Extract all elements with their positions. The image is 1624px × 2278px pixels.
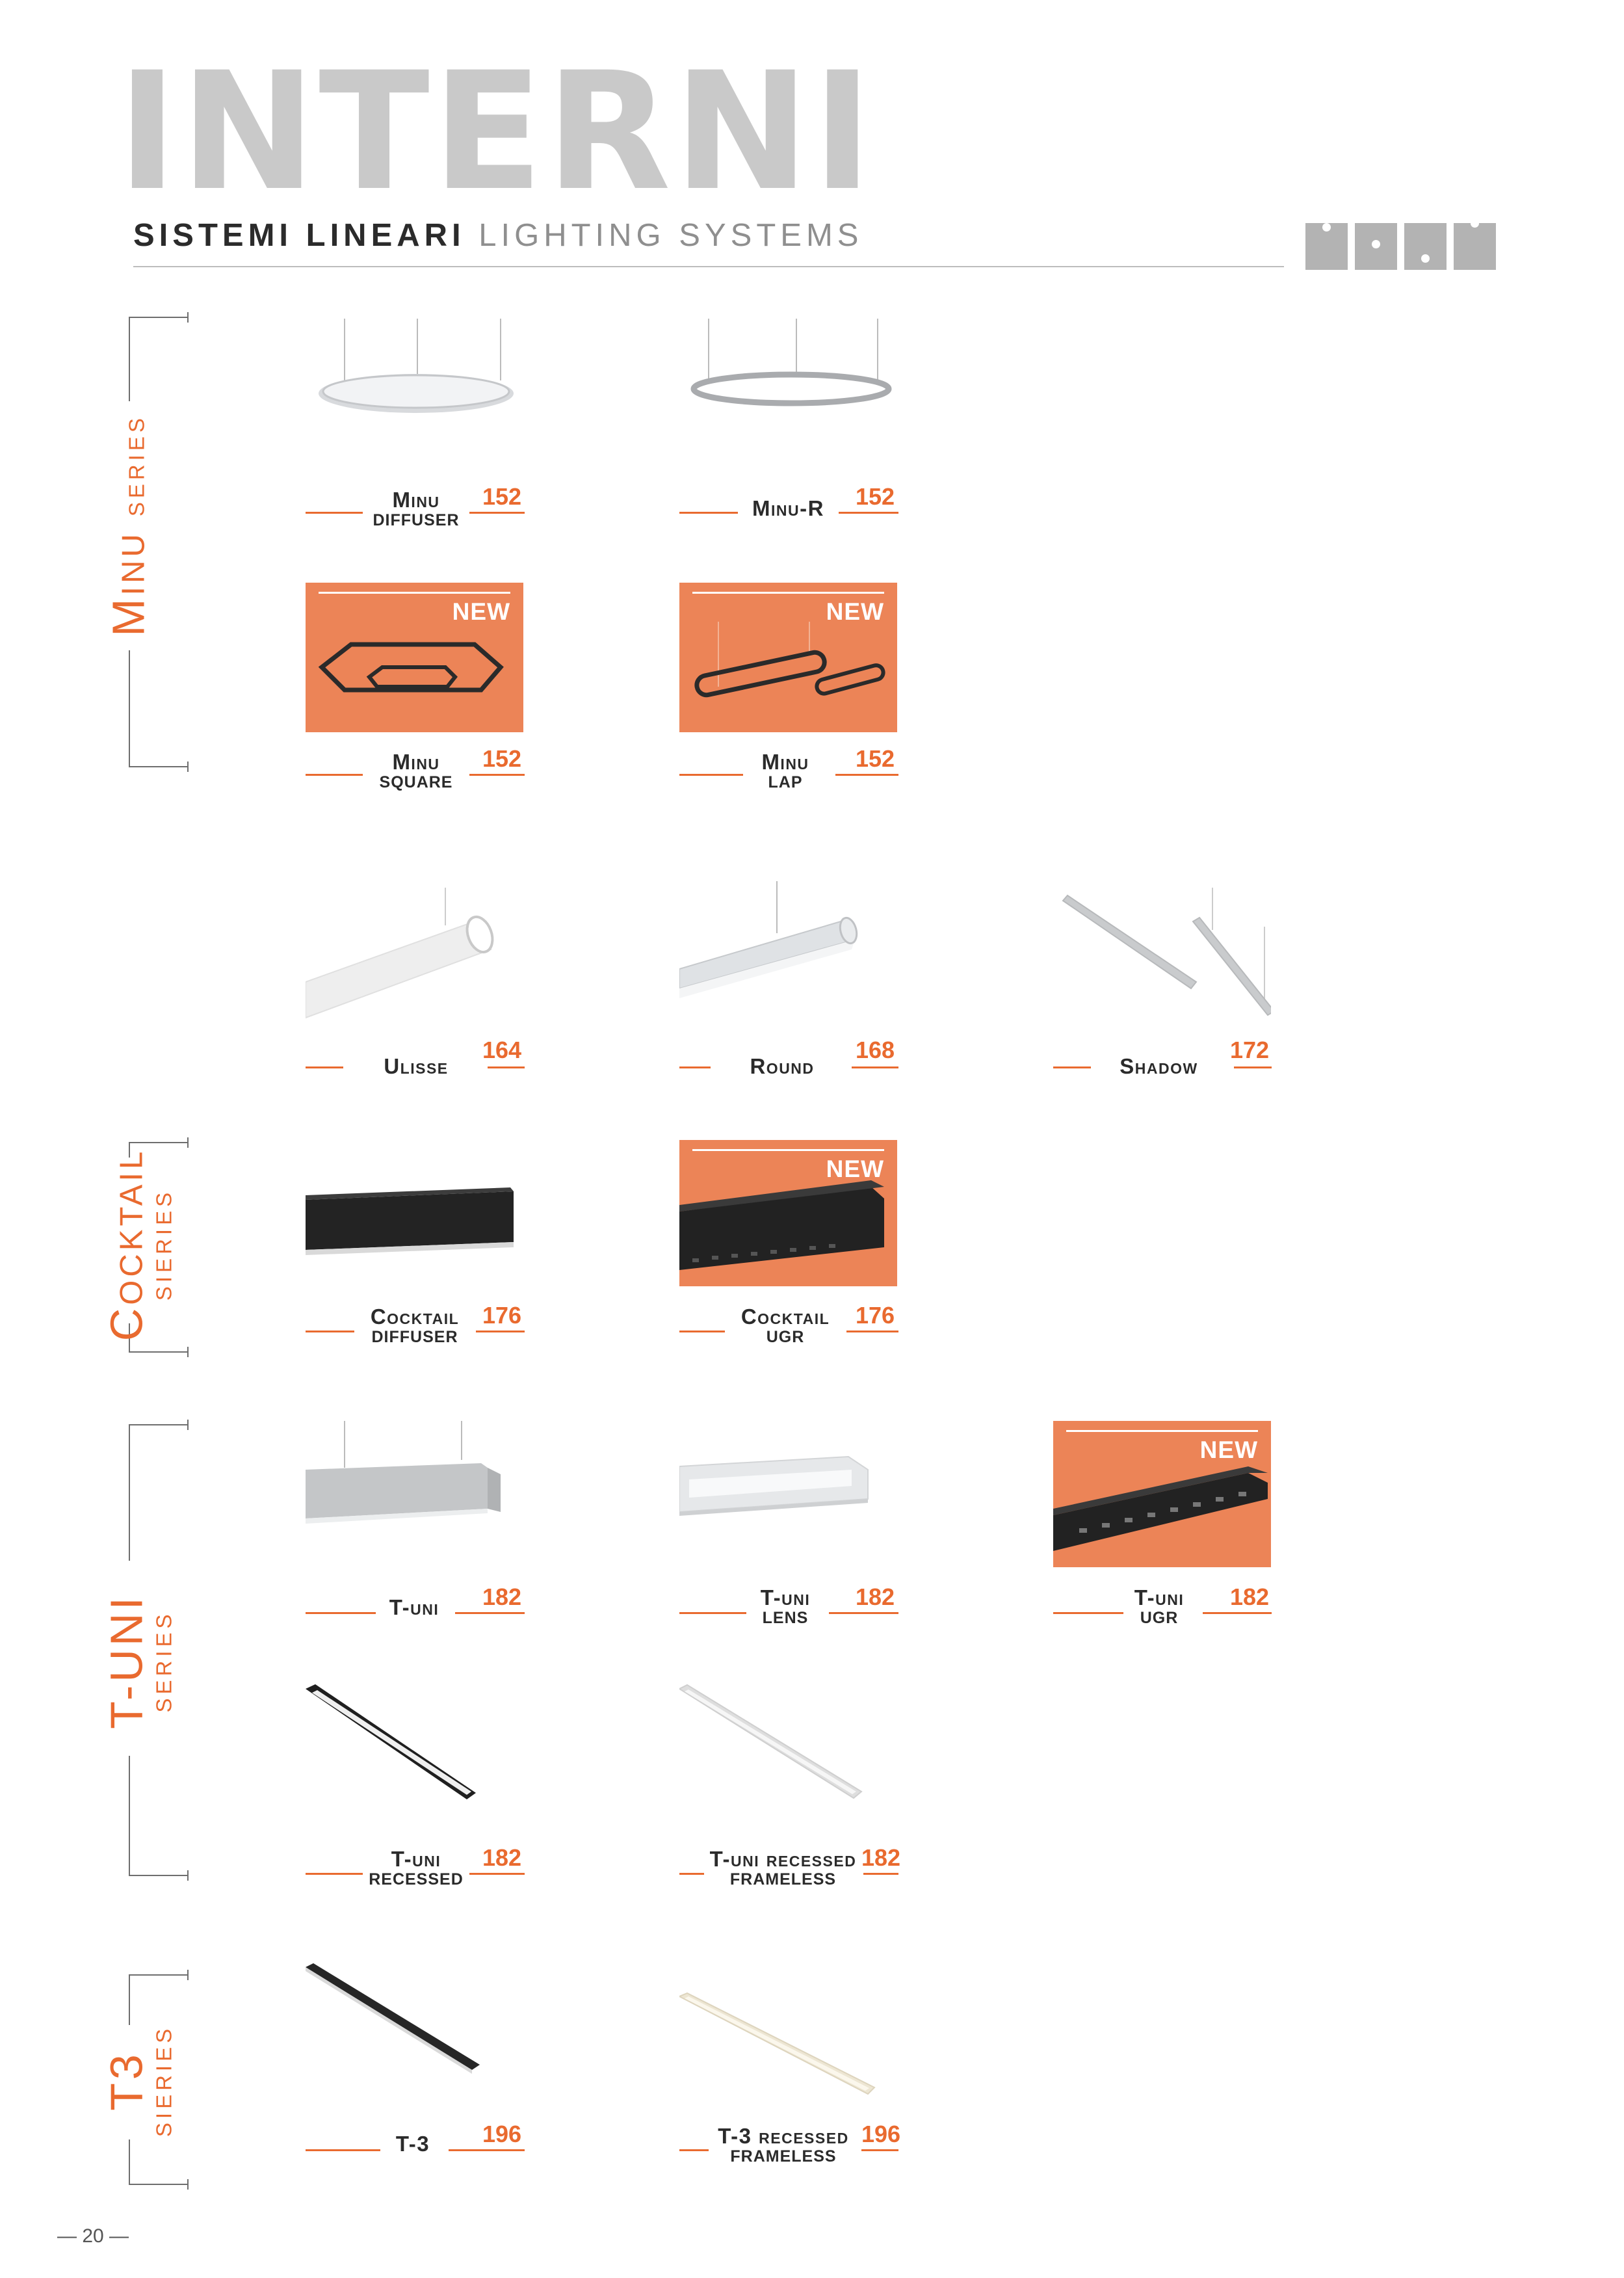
shadow-image [1053,888,1271,1037]
header-divider [133,266,1284,267]
ulisse-image [306,888,523,1037]
minu-square-image [306,583,523,732]
tuni-lens-image [679,1421,897,1570]
surface-mount-icon [1355,223,1397,270]
page-number: — 20 — [57,2225,129,2247]
series-name: Cocktail [101,1148,152,1342]
t3-image [306,1961,523,2110]
ulisse-page-link[interactable]: 164 [482,1037,522,1063]
minu-lap-page-link[interactable]: 152 [856,745,895,772]
tuni-series-label [103,1594,176,1729]
shadow-label: Shadow [1120,1054,1198,1078]
minu-square-label: Minu SQUARE [379,750,453,791]
minu-r-label: Minu-R [752,496,824,520]
subtitle-english: LIGHTING SYSTEMS [478,218,863,253]
minu-diffuser-page-link[interactable]: 152 [482,483,522,510]
page-title: INTERNI [117,37,876,226]
new-badge: NEW [452,598,510,625]
new-badge: NEW [1199,1437,1258,1463]
tuni-image [306,1421,523,1570]
series-sub: SIERIES [151,2024,176,2138]
tuni-recessed-image [306,1681,523,1831]
minu-diffuser-image [306,319,523,468]
series-sub: SERIES [124,414,149,517]
tuni-recessed-frameless-page-link[interactable]: 182 [861,1844,901,1871]
cocktail-diffuser-page-link[interactable]: 176 [482,1302,522,1329]
tuni-recessed-page-link[interactable]: 182 [482,1844,522,1871]
cocktail-ugr-page-link[interactable]: 176 [856,1302,895,1329]
series-name: T3 [101,2051,152,2111]
shadow-page-link[interactable]: 172 [1230,1037,1270,1063]
cocktail-series-label [103,1148,176,1342]
tuni-lens-page-link[interactable]: 182 [856,1583,895,1610]
cocktail-diffuser-image [306,1145,523,1294]
ulisse-label: Ulisse [384,1054,449,1078]
round-label: Round [750,1054,815,1078]
wall-mount-icon [1404,223,1447,270]
t3-series-label [103,2025,176,2137]
t3-page-link[interactable]: 196 [482,2121,522,2147]
tuni-recessed-frameless-image [679,1681,897,1831]
cocktail-diffuser-label: Cocktail DIFFUSER [370,1305,460,1346]
tuni-ugr-image [1053,1421,1271,1567]
series-sub: SERIES [151,1610,176,1713]
minu-square-page-link[interactable]: 152 [482,745,522,772]
tuni-lens-label: T-uni LENS [760,1585,811,1627]
new-badge: NEW [826,1156,884,1182]
series-name: Minu [103,531,154,637]
tuni-ugr-label: T-uni UGR [1134,1585,1185,1627]
section-subtitle [133,217,863,254]
t3-recessed-frameless-image [679,1961,897,2110]
new-badge: NEW [826,598,884,625]
subtitle-italian: SISTEMI LINEARI [133,218,465,253]
minu-r-image [679,319,897,468]
minu-lap-image [679,583,897,732]
recessed-mount-icon [1454,223,1496,270]
tuni-label: T-uni [389,1595,439,1619]
round-image [679,881,897,1031]
tuni-page-link[interactable]: 182 [482,1583,522,1610]
tuni-recessed-frameless-label: T-uni recessed FRAMELESS [709,1847,857,1888]
t3-recessed-frameless-label: T-3 recessed FRAMELESS [718,2124,849,2165]
series-name: T-UNI [101,1594,152,1729]
minu-diffuser-label: Minu DIFFUSER [373,488,460,529]
cocktail-ugr-image [679,1140,897,1286]
t3-label: T-3 [395,2132,430,2156]
pendant-mount-icon [1305,223,1348,270]
minu-lap-label: Minu LAP [761,750,809,791]
series-sub: SIERIES [151,1188,176,1301]
round-page-link[interactable]: 168 [856,1037,895,1063]
tuni-recessed-label: T-uni RECESSED [369,1847,464,1888]
cocktail-ugr-label: Cocktail UGR [740,1305,830,1346]
tuni-ugr-page-link[interactable]: 182 [1230,1583,1270,1610]
t3-recessed-frameless-page-link[interactable]: 196 [861,2121,901,2147]
minu-series-label [105,414,153,637]
minu-r-page-link[interactable]: 152 [856,483,895,510]
